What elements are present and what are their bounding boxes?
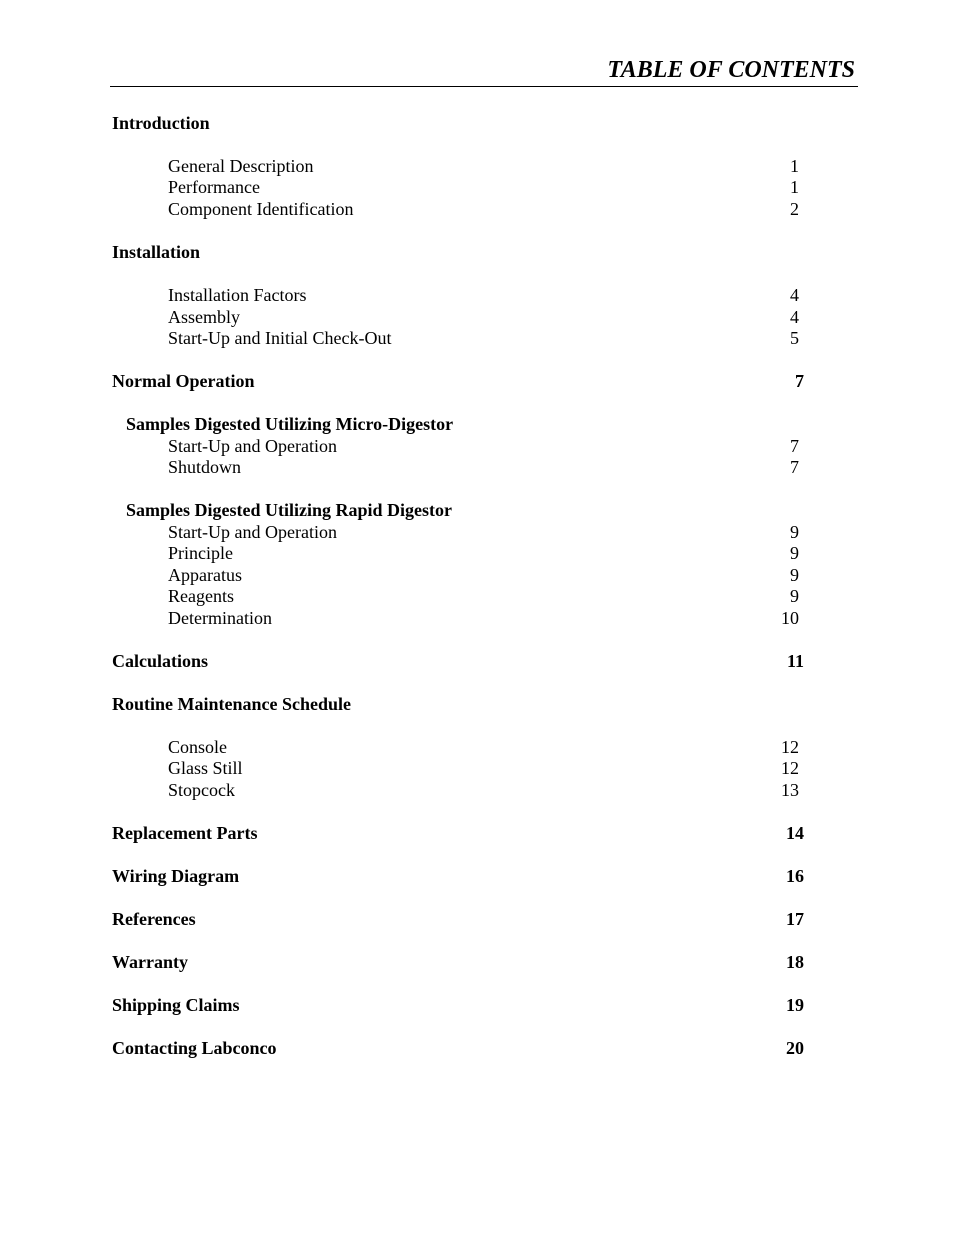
toc-entry-item [0, 327, 954, 349]
toc-entry-label: References [112, 909, 196, 929]
toc-entry-page-number: 19 [786, 995, 804, 1015]
toc-entry-section [0, 693, 954, 715]
toc-entry-section [0, 865, 954, 887]
toc-entry-label: Replacement Parts [112, 823, 258, 843]
toc-entry-page-number: 14 [786, 823, 804, 843]
toc-entry-item [0, 306, 954, 328]
toc-entry-page-number: 11 [786, 651, 804, 671]
toc-entry-label: Glass Still [168, 758, 243, 778]
toc-entry-section [0, 112, 954, 134]
toc-entry-label: Contacting Labconco [112, 1038, 277, 1058]
toc-entry-section [0, 822, 954, 844]
toc-entry-page-number: 7 [795, 371, 804, 391]
toc-entry-label: Samples Digested Utilizing Rapid Digestor [126, 500, 452, 520]
toc-entry-page-number: 7 [790, 436, 799, 456]
toc-entry-label: Normal Operation [112, 371, 255, 391]
toc-entry-item [0, 736, 954, 758]
toc-entry-page-number: 12 [781, 758, 799, 778]
toc-entry-label: Installation Factors [168, 285, 307, 305]
toc-entry-item [0, 607, 954, 629]
toc-entry-page-number: 4 [790, 285, 799, 305]
toc-entry-item [0, 585, 954, 607]
toc-entry-label: Determination [168, 608, 272, 628]
toc-entry-label: Reagents [168, 586, 234, 606]
toc-entry-label: Shipping Claims [112, 995, 240, 1015]
toc-entry-item [0, 435, 954, 457]
toc-entry-page-number: 9 [790, 543, 799, 563]
toc-entry-page-number: 16 [786, 866, 804, 886]
toc-entry-label: Performance [168, 177, 260, 197]
toc-entry-label: Apparatus [168, 565, 242, 585]
toc-entry-section [0, 994, 954, 1016]
toc-entry-page-number: 18 [786, 952, 804, 972]
toc-entry-label: Start-Up and Operation [168, 436, 337, 456]
toc-entry-label: Introduction [112, 113, 210, 133]
toc-entry-item [0, 176, 954, 198]
toc-entry-page-number: 1 [790, 177, 799, 197]
toc-entry-page-number: 2 [790, 199, 799, 219]
toc-entry-page-number: 20 [786, 1038, 804, 1058]
toc-entry-item [0, 542, 954, 564]
toc-entry-label: Start-Up and Operation [168, 522, 337, 542]
toc-entry-page-number: 9 [790, 522, 799, 542]
toc-entry-section [0, 241, 954, 263]
toc-entry-item [0, 456, 954, 478]
toc-entry-label: Start-Up and Initial Check-Out [168, 328, 392, 348]
toc-entry-subsection [0, 413, 954, 435]
toc-entry-item [0, 284, 954, 306]
toc-entry-page-number: 7 [790, 457, 799, 477]
toc-entry-label: General Description [168, 156, 314, 176]
toc-entry-item [0, 155, 954, 177]
toc-entry-label: Assembly [168, 307, 240, 327]
toc-entry-page-number: 9 [790, 586, 799, 606]
toc-entry-section [0, 650, 954, 672]
toc-entry-section [0, 951, 954, 973]
page-title: TABLE OF CONTENTS [607, 57, 855, 83]
toc-entry-section [0, 908, 954, 930]
toc-entry-label: Wiring Diagram [112, 866, 240, 886]
toc-entry-page-number: 10 [781, 608, 799, 628]
toc-entry-page-number: 1 [790, 156, 799, 176]
toc-entry-item [0, 564, 954, 586]
toc-entry-label: Calculations [112, 651, 209, 671]
toc-entry-page-number: 13 [781, 780, 799, 800]
toc-entry-item [0, 779, 954, 801]
toc-entry-label: Installation [112, 242, 201, 262]
toc-entry-section [0, 370, 954, 392]
toc-entry-page-number: 4 [790, 307, 799, 327]
toc-entry-label: Component Identification [168, 199, 354, 219]
toc-entry-page-number: 12 [781, 737, 799, 757]
toc-entry-label: Console [168, 737, 228, 757]
toc-entry-label: Warranty [112, 952, 188, 972]
toc-entry-section [0, 1037, 954, 1059]
toc-entry-item [0, 521, 954, 543]
toc-entry-label: Stopcock [168, 780, 235, 800]
toc-entry-label: Principle [168, 543, 233, 563]
title-underline [110, 86, 858, 87]
toc-entry-subsection [0, 499, 954, 521]
toc-entry-page-number: 9 [790, 565, 799, 585]
toc-entry-page-number: 5 [790, 328, 799, 348]
toc-entry-label: Shutdown [168, 457, 242, 477]
toc-entry-item [0, 198, 954, 220]
toc-entry-page-number: 17 [786, 909, 804, 929]
toc-entry-label: Routine Maintenance Schedule [112, 694, 352, 714]
toc-entry-label: Samples Digested Utilizing Micro-Digestor [126, 414, 454, 434]
toc-entry-item [0, 757, 954, 779]
